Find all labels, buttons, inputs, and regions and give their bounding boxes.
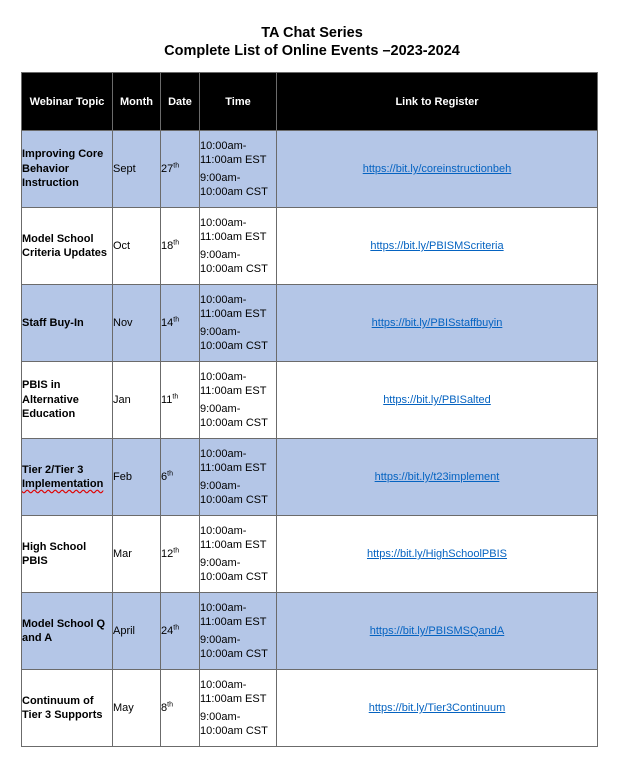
table-row (22, 131, 598, 208)
date-suffix: th (172, 393, 179, 401)
list-subtitle: Complete List of Online Events –2023-2024 (164, 43, 460, 59)
time-cst: 9:00am-10:00am CST (200, 556, 268, 583)
register-link[interactable]: https://bit.ly/PBISalted (383, 394, 491, 406)
event-time (200, 439, 277, 516)
date-suffix: th (173, 316, 180, 324)
event-date (161, 516, 200, 593)
event-date (161, 362, 200, 439)
time-cst: 9:00am-10:00am CST (200, 479, 268, 506)
event-date (161, 285, 200, 362)
date-day: 12 (161, 548, 174, 560)
register-link-cell (277, 362, 598, 439)
event-month: Nov (113, 285, 161, 362)
webinar-topic: Staff Buy-In (22, 285, 113, 362)
header-month: Month (113, 73, 161, 131)
time-est: 10:00am-11:00am EST (200, 447, 267, 474)
register-link[interactable]: https://bit.ly/PBISMSQandA (369, 625, 505, 637)
register-link[interactable]: https://bit.ly/coreinstructionbeh (362, 163, 512, 175)
event-date (161, 131, 200, 208)
time-est: 10:00am-11:00am EST (200, 139, 267, 166)
event-time (200, 285, 277, 362)
event-month: Mar (113, 516, 161, 593)
register-link[interactable]: https://bit.ly/HighSchoolPBIS (366, 548, 507, 560)
event-date (161, 670, 200, 747)
table-row (22, 208, 598, 285)
time-cst: 9:00am-10:00am CST (200, 402, 268, 429)
table-row (22, 593, 598, 670)
date-day: 27 (161, 163, 174, 175)
time-est: 10:00am-11:00am EST (200, 370, 267, 397)
date-day: 14 (161, 317, 174, 329)
events-table (21, 72, 598, 747)
time-cst: 9:00am-10:00am CST (200, 325, 268, 352)
event-time (200, 362, 277, 439)
date-suffix: th (167, 701, 173, 709)
webinar-topic: Continuum of Tier 3 Supports (22, 670, 113, 747)
event-month: April (113, 593, 161, 670)
date-suffix: th (173, 547, 180, 555)
date-day: 8 (161, 702, 168, 714)
header-date: Date (161, 73, 200, 131)
event-date (161, 439, 200, 516)
date-suffix: th (173, 239, 180, 247)
event-date (161, 593, 200, 670)
date-day: 11 (161, 394, 173, 406)
time-cst: 9:00am-10:00am CST (200, 633, 268, 660)
register-link-cell (277, 131, 598, 208)
table-row (22, 439, 598, 516)
topic-part-implementation: Implementation (22, 478, 104, 490)
time-est: 10:00am-11:00am EST (200, 216, 267, 243)
table-header-row (22, 73, 598, 131)
table-row (22, 362, 598, 439)
register-link[interactable]: https://bit.ly/Tier3Continuum (368, 702, 506, 714)
register-link-cell (277, 439, 598, 516)
header-webinar-topic: Webinar Topic (22, 73, 113, 131)
register-link[interactable]: https://bit.ly/PBISstaffbuyin (371, 317, 503, 329)
event-time (200, 131, 277, 208)
webinar-topic: Improving Core Behavior Instruction (22, 131, 113, 208)
event-time (200, 670, 277, 747)
document-title (0, 24, 624, 60)
register-link[interactable]: https://bit.ly/t23implement (374, 471, 500, 483)
register-link-cell (277, 593, 598, 670)
date-suffix: th (173, 162, 180, 170)
event-month: Sept (113, 131, 161, 208)
date-day: 24 (161, 625, 174, 637)
date-suffix: th (167, 470, 173, 478)
time-est: 10:00am-11:00am EST (200, 293, 267, 320)
series-title: TA Chat Series (261, 25, 363, 41)
table-row (22, 516, 598, 593)
time-est: 10:00am-11:00am EST (200, 601, 267, 628)
event-time (200, 516, 277, 593)
register-link-cell (277, 516, 598, 593)
register-link-cell (277, 285, 598, 362)
webinar-topic (22, 439, 113, 516)
event-month: Jan (113, 362, 161, 439)
event-month: Oct (113, 208, 161, 285)
event-month: May (113, 670, 161, 747)
webinar-topic: Model School Criteria Updates (22, 208, 113, 285)
table-row (22, 670, 598, 747)
date-suffix: th (173, 624, 180, 632)
webinar-topic: Model School Q and A (22, 593, 113, 670)
date-day: 18 (161, 240, 174, 252)
webinar-topic: High School PBIS (22, 516, 113, 593)
time-cst: 9:00am-10:00am CST (200, 171, 268, 198)
register-link-cell (277, 670, 598, 747)
header-link-to-register: Link to Register (277, 73, 598, 131)
webinar-topic: PBIS in Alternative Education (22, 362, 113, 439)
topic-part-tier: Tier 2/Tier 3 (22, 463, 84, 476)
event-date (161, 208, 200, 285)
time-est: 10:00am-11:00am EST (200, 524, 267, 551)
time-cst: 9:00am-10:00am CST (200, 248, 268, 275)
date-day: 6 (161, 471, 168, 483)
register-link-cell (277, 208, 598, 285)
event-time (200, 593, 277, 670)
event-time (200, 208, 277, 285)
event-month: Feb (113, 439, 161, 516)
time-cst: 9:00am-10:00am CST (200, 710, 268, 737)
time-est: 10:00am-11:00am EST (200, 678, 267, 705)
register-link[interactable]: https://bit.ly/PBISMScriteria (370, 240, 504, 252)
table-row (22, 285, 598, 362)
header-time: Time (200, 73, 277, 131)
